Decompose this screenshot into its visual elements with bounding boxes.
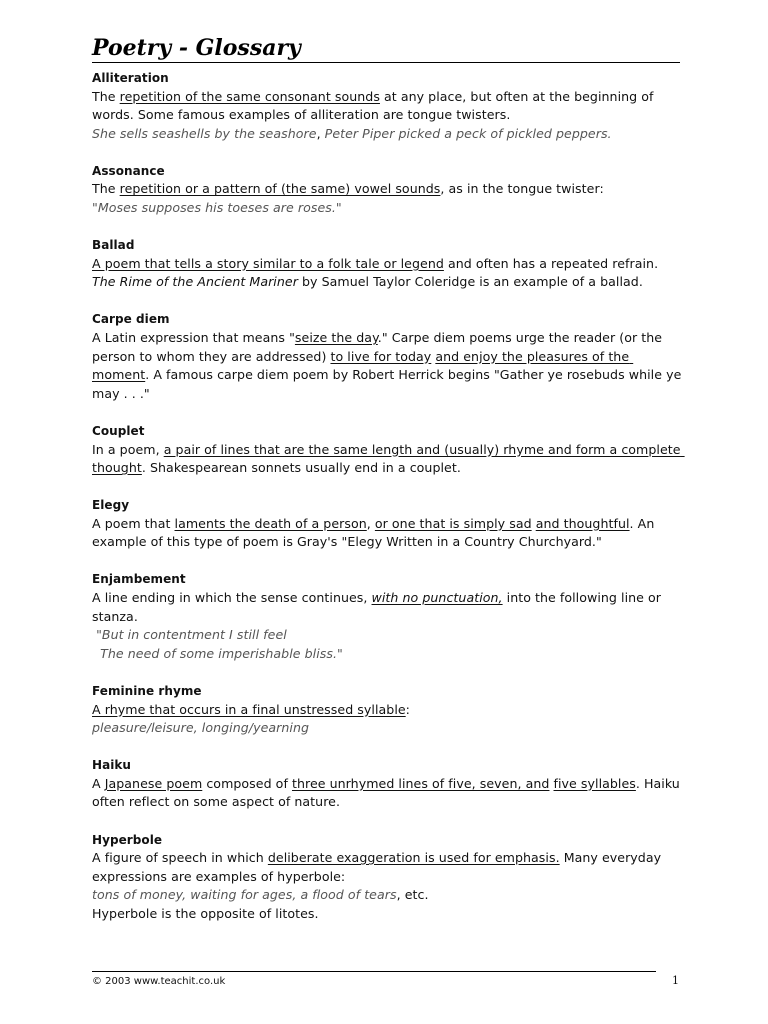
definition-text: A Latin expression that means " [92,330,295,346]
glossary-term: Feminine rhyme [92,683,202,698]
glossary-term: Haiku [92,758,132,773]
glossary-definition [92,88,682,144]
key-phrase: or one that is simply sad [374,515,532,531]
definition-text: , etc. [396,887,429,903]
key-phrase: seize the day [294,330,378,346]
definition-text: Many everyday expressions are examples of hyperbole: [92,850,666,884]
glossary-entry [92,756,682,812]
example-text: Peter Piper picked a peck of pickled peppers. [324,125,612,141]
key-phrase: Japanese poem [104,775,203,791]
definition-text: , as in the tongue twister: [440,181,604,197]
glossary-entry [92,682,682,738]
glossary-entry [92,831,682,924]
definition-text: ." Carpe diem poems urge the reader (or the person to whom they are addressed) [92,330,667,364]
definition-text: , [316,125,325,141]
glossary-definition [92,589,682,663]
title-divider [92,62,680,63]
example-text: She sells seashells by the seashore [92,125,317,141]
key-phrase: deliberate exaggeration is used for emphasis. [267,850,560,866]
page-number: 1 [672,974,679,987]
footer-divider [92,971,656,972]
key-phrase: with no punctuation, [371,590,503,606]
example-text: "Moses supposes his toeses are roses." [92,200,342,216]
definition-text: A [92,775,105,791]
glossary-definition [92,329,686,403]
example-text: pleasure/leisure, longing/yearning [92,720,310,736]
glossary-term: Hyperbole [92,832,163,847]
glossary-entry [92,236,682,292]
glossary-term: Carpe diem [92,312,170,327]
definition-text: A line ending in which the sense continues, [92,590,372,606]
glossary-definition [92,180,682,217]
key-phrase: to live for today [330,348,432,364]
glossary-definition [92,515,682,552]
definition-text: In a poem, [92,441,164,457]
key-phrase: five syllables [553,775,636,791]
definition-text: by Samuel Taylor Coleridge is an example of a ballad. [297,274,643,290]
glossary-entry [92,69,682,143]
key-phrase: A rhyme that occurs in a final unstressed syllable [92,701,406,717]
key-phrase: and enjoy the pleasures of the moment [92,348,634,383]
definition-text: A figure of speech in which [92,850,268,866]
definition-text: . Shakespearean sonnets usually end in a couplet. [141,460,461,476]
definition-text: . Haiku often reflect on some aspect of nature. [92,775,684,810]
glossary-definition [92,441,685,478]
glossary-definition [92,775,682,812]
key-phrase: A poem that tells a story similar to a folk tale or legend [92,255,444,271]
key-phrase: laments the death of a person [174,515,367,531]
glossary-entry [92,310,686,403]
key-phrase: a pair of lines that are the same length and (usually) rhyme and form a complete thought [92,441,685,476]
definition-text: Hyperbole is the opposite of litotes. [92,905,319,921]
key-phrase: three unrhymed lines of five, seven, and [291,775,550,791]
definition-text: . An example of this type of poem is Gray's "Elegy Written in a Country Churchyard." [92,515,659,550]
glossary-term: Enjambement [92,572,186,587]
definition-text: A poem that [92,515,175,531]
example-text: "But in contentment I still feel [92,627,287,643]
glossary-definition [92,701,682,738]
definition-text: The [92,88,120,104]
page-title: Poetry - Glossary [92,35,301,61]
glossary-list [92,69,686,942]
glossary-definition [92,849,682,923]
glossary-term: Assonance [92,163,165,178]
example-text: tons of money, waiting for ages, a flood of tears [92,887,397,903]
glossary-term: Couplet [92,423,145,438]
footer-copyright: © 2003 www.teachit.co.uk [92,976,226,987]
definition-text: : [405,701,410,717]
definition-text: , [366,515,375,531]
glossary-entry [92,422,685,478]
work-title: The Rime of the Ancient Mariner [92,274,298,290]
glossary-entry [92,162,682,218]
definition-text: at any place, but often at the beginning of words. Some famous examples of alliteration are tongue twisters. [92,88,658,123]
glossary-definition [92,255,682,292]
definition-text: into the following line or stanza. [92,590,666,624]
key-phrase: and thoughtful [535,515,630,531]
key-phrase: repetition of the same consonant sounds [119,88,380,104]
key-phrase: repetition or a pattern of (the same) vowel sounds [119,181,441,197]
glossary-entry [92,570,682,663]
definition-text: composed of [202,775,292,791]
glossary-term: Elegy [92,498,130,513]
glossary-term: Alliteration [92,71,169,85]
definition-text: and often has a repeated refrain. [443,255,663,271]
definition-text: . A famous carpe diem poem by Robert Herrick begins "Gather ye rosebuds while ye may . . ." [92,367,686,401]
definition-text: The [92,181,120,197]
example-text: The need of some imperishable bliss." [92,645,343,661]
glossary-term: Ballad [92,238,135,253]
glossary-entry [92,496,682,552]
